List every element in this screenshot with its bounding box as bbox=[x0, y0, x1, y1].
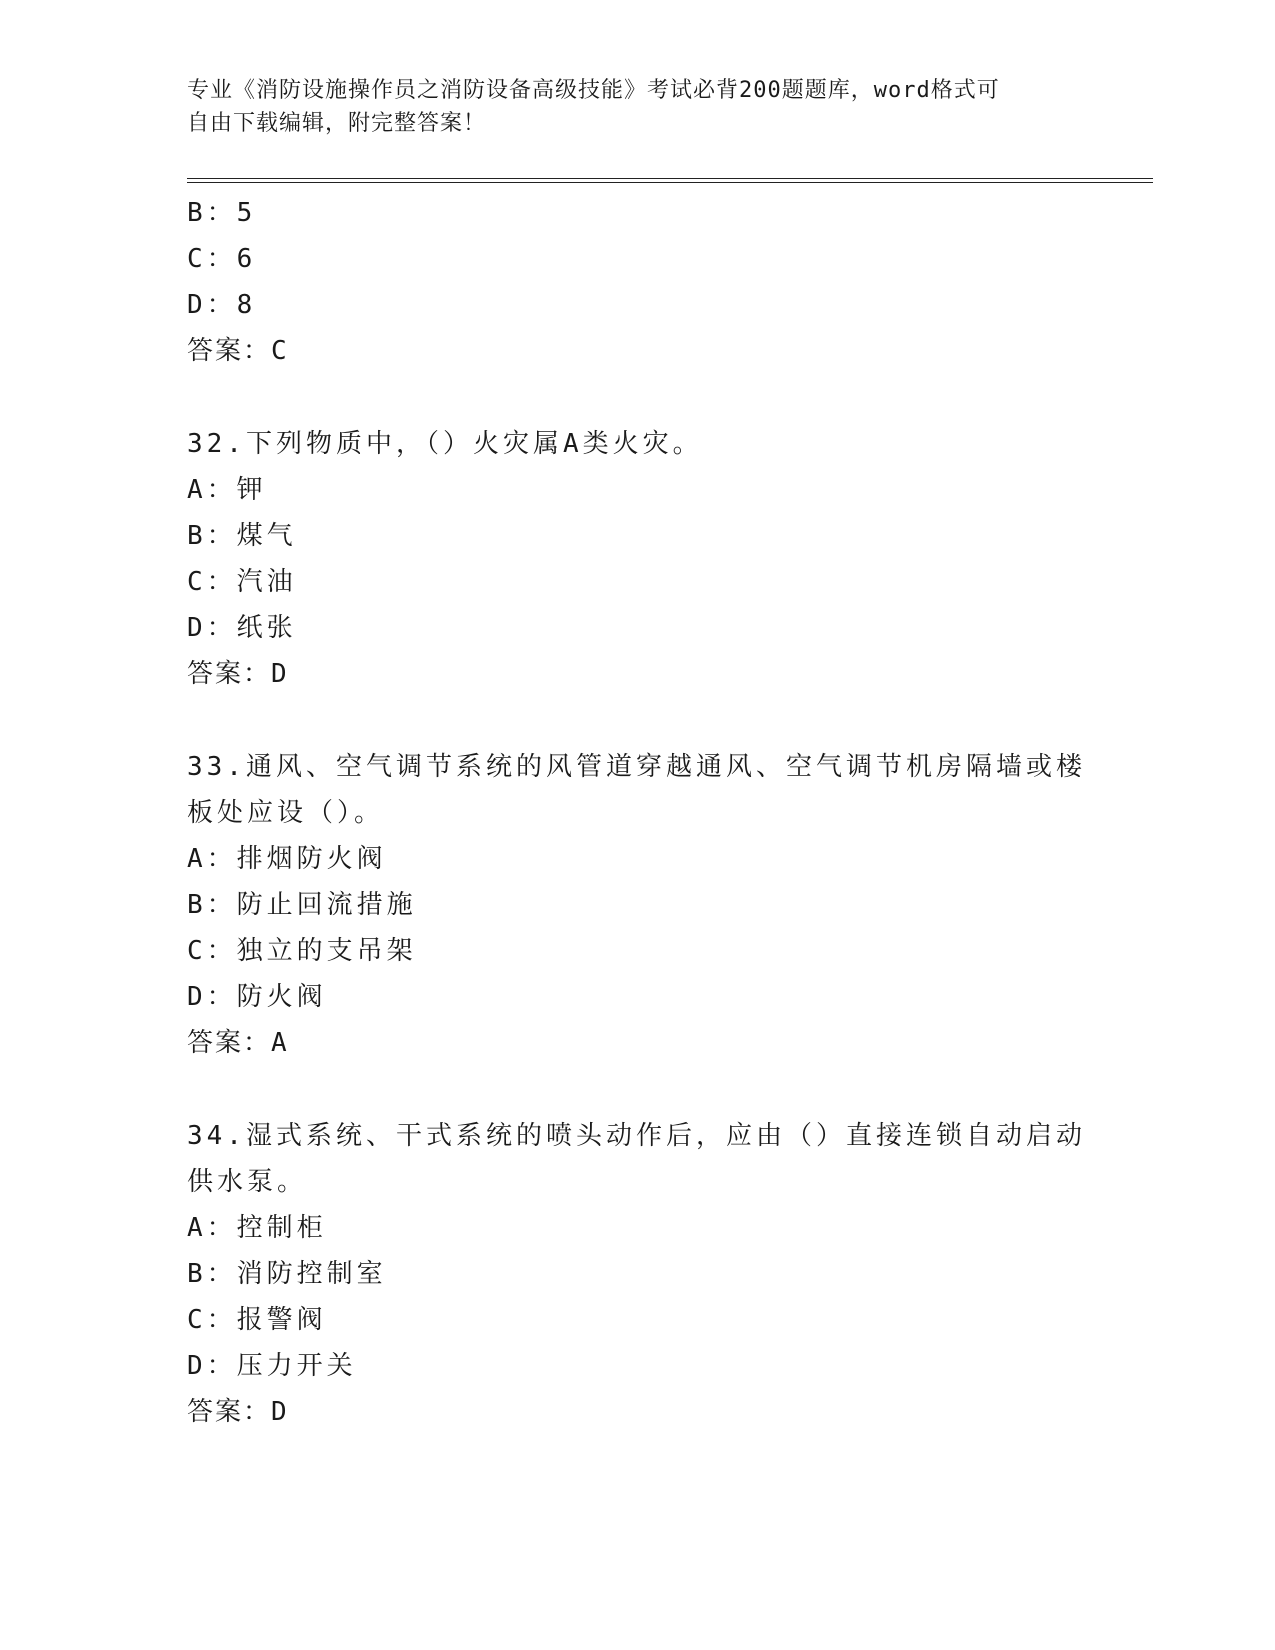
question-list bbox=[187, 190, 1087, 1435]
option-a: A：控制柜 bbox=[187, 1213, 327, 1243]
option-d: D：8 bbox=[187, 290, 257, 320]
option-b: B：消防控制室 bbox=[187, 1259, 387, 1289]
answer-label: 答案： bbox=[187, 1028, 272, 1058]
option-a: A：钾 bbox=[187, 475, 267, 505]
question-stem: 33.通风、空气调节系统的风管道穿越通风、空气调节机房隔墙或楼板处应设（）。 bbox=[187, 752, 1086, 828]
answer-label: 答案： bbox=[187, 659, 272, 689]
question-stem: 32.下列物质中，（）火灾属A类火灾。 bbox=[187, 429, 703, 459]
answer-line bbox=[187, 651, 1087, 697]
option-b: B：5 bbox=[187, 198, 257, 228]
answer-label: 答案： bbox=[187, 1397, 272, 1427]
option-d: D：防火阀 bbox=[187, 982, 327, 1012]
question-34 bbox=[187, 1113, 1087, 1435]
answer-key: D bbox=[271, 659, 288, 689]
question-32 bbox=[187, 421, 1087, 697]
question-33 bbox=[187, 744, 1087, 1066]
header-title-line1: 专业《消防设施操作员之消防设备高级技能》考试必背200题题库，word格式可 bbox=[187, 78, 1000, 103]
answer-line bbox=[187, 1020, 1087, 1066]
answer-key: A bbox=[271, 1028, 288, 1058]
question-31-continued bbox=[187, 190, 1087, 374]
option-d: D：压力开关 bbox=[187, 1351, 357, 1381]
answer-line bbox=[187, 1389, 1087, 1435]
answer-key: D bbox=[271, 1397, 288, 1427]
page-header bbox=[187, 74, 1087, 140]
option-c: C：汽油 bbox=[187, 567, 297, 597]
header-title-line2: 自由下载编辑，附完整答案！ bbox=[187, 111, 487, 136]
option-d: D：纸张 bbox=[187, 613, 297, 643]
option-b: B：煤气 bbox=[187, 521, 297, 551]
answer-key: C bbox=[271, 336, 288, 366]
answer-label: 答案： bbox=[187, 336, 272, 366]
header-divider bbox=[187, 178, 1153, 183]
answer-line bbox=[187, 328, 1087, 374]
option-c: C：报警阀 bbox=[187, 1305, 327, 1335]
option-a: A：排烟防火阀 bbox=[187, 844, 387, 874]
option-b: B：防止回流措施 bbox=[187, 890, 417, 920]
question-stem: 34.湿式系统、干式系统的喷头动作后，应由（）直接连锁自动启动供水泵。 bbox=[187, 1121, 1086, 1197]
option-c: C：独立的支吊架 bbox=[187, 936, 417, 966]
option-c: C：6 bbox=[187, 244, 257, 274]
